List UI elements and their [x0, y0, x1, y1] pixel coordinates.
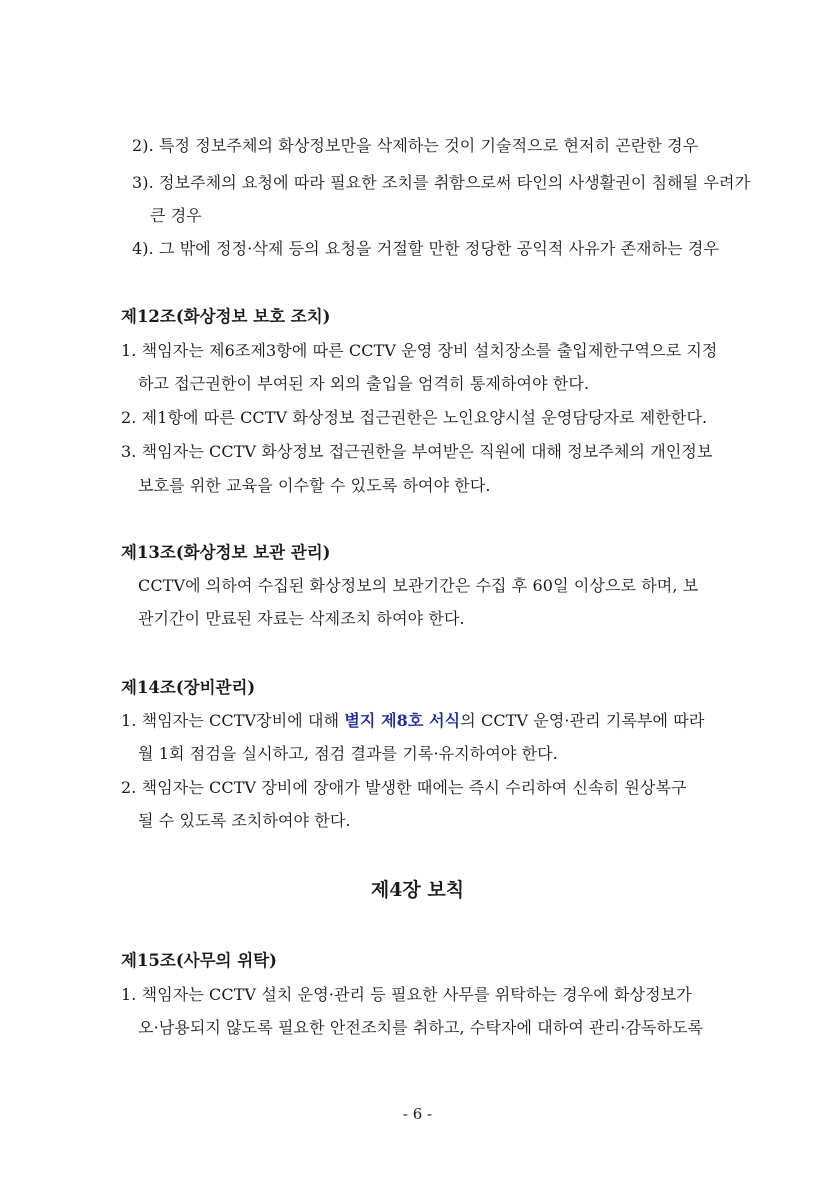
page-number: - 6 -: [402, 1105, 433, 1123]
art12-line-3: 2. 제1항에 따른 CCTV 화상정보 접근권한은 노인요양시설 운영담당자로 제한한다.: [121, 408, 708, 427]
art13-line-1: CCTV에 의하여 수집된 화상정보의 보관기간은 수집 후 60일 이상으로 하며, 보: [138, 576, 699, 595]
art12-line-4: 3. 책임자는 CCTV 화상정보 접근권한을 부여받은 직원에 대해 정보주체의 개인정보: [121, 442, 713, 461]
art15-heading: 제15조(사무의 위탁): [121, 951, 277, 970]
sec11-item-3: 3). 정보주체의 요청에 따라 필요한 조치를 취함으로써 타인의 사생활권이 침해될 우려가: [132, 173, 751, 192]
art14-line-2: 월 1회 점검을 실시하고, 점검 결과를 기록·유지하여야 한다.: [138, 744, 558, 763]
art13-line-2: 관기간이 만료된 자료는 삭제조치 하여야 한다.: [138, 609, 465, 628]
art14-line-4: 될 수 있도록 조치하여야 한다.: [138, 811, 351, 830]
art15-line-1: 1. 책임자는 CCTV 설치 운영·관리 등 필요한 사무를 위탁하는 경우에 화상정보가: [121, 985, 692, 1004]
art12-line-1: 1. 책임자는 제6조제3항에 따른 CCTV 운영 장비 설치장소를 출입제한구역으로 지정: [121, 341, 718, 360]
art14-line-1-pre: 1. 책임자는 CCTV장비에 대해: [121, 711, 345, 730]
form-8-reference: 별지 제8호 서식: [344, 711, 461, 730]
art14-line-1-post: 의 CCTV 운영·관리 기록부에 따라: [460, 711, 705, 730]
art15-line-2: 오·남용되지 않도록 필요한 안전조치를 취하고, 수탁자에 대하여 관리·감독하도록: [138, 1018, 704, 1037]
sec11-item-2: 2). 특정 정보주체의 화상정보만을 삭제하는 것이 기술적으로 현저히 곤란한 경우: [132, 136, 699, 155]
sec11-item-3-cont: 큰 경우: [150, 206, 202, 225]
art13-heading: 제13조(화상정보 보관 관리): [121, 543, 331, 562]
art12-line-5: 보호를 위한 교육을 이수할 수 있도록 하여야 한다.: [138, 476, 491, 495]
art14-line-3: 2. 책임자는 CCTV 장비에 장애가 발생한 때에는 즉시 수리하여 신속히 원상복구: [121, 778, 687, 797]
art14-line-1: [121, 711, 704, 731]
art14-heading: 제14조(장비관리): [121, 678, 256, 697]
sec11-item-4: 4). 그 밖에 정정·삭제 등의 요청을 거절할 만한 정당한 공익적 사유가 존재하는 경우: [132, 239, 720, 258]
art12-heading: 제12조(화상정보 보호 조치): [121, 307, 331, 326]
chapter-4-title: 제4장 보칙: [370, 879, 465, 901]
art12-line-2: 하고 접근권한이 부여된 자 외의 출입을 엄격히 통제하여야 한다.: [138, 374, 590, 393]
